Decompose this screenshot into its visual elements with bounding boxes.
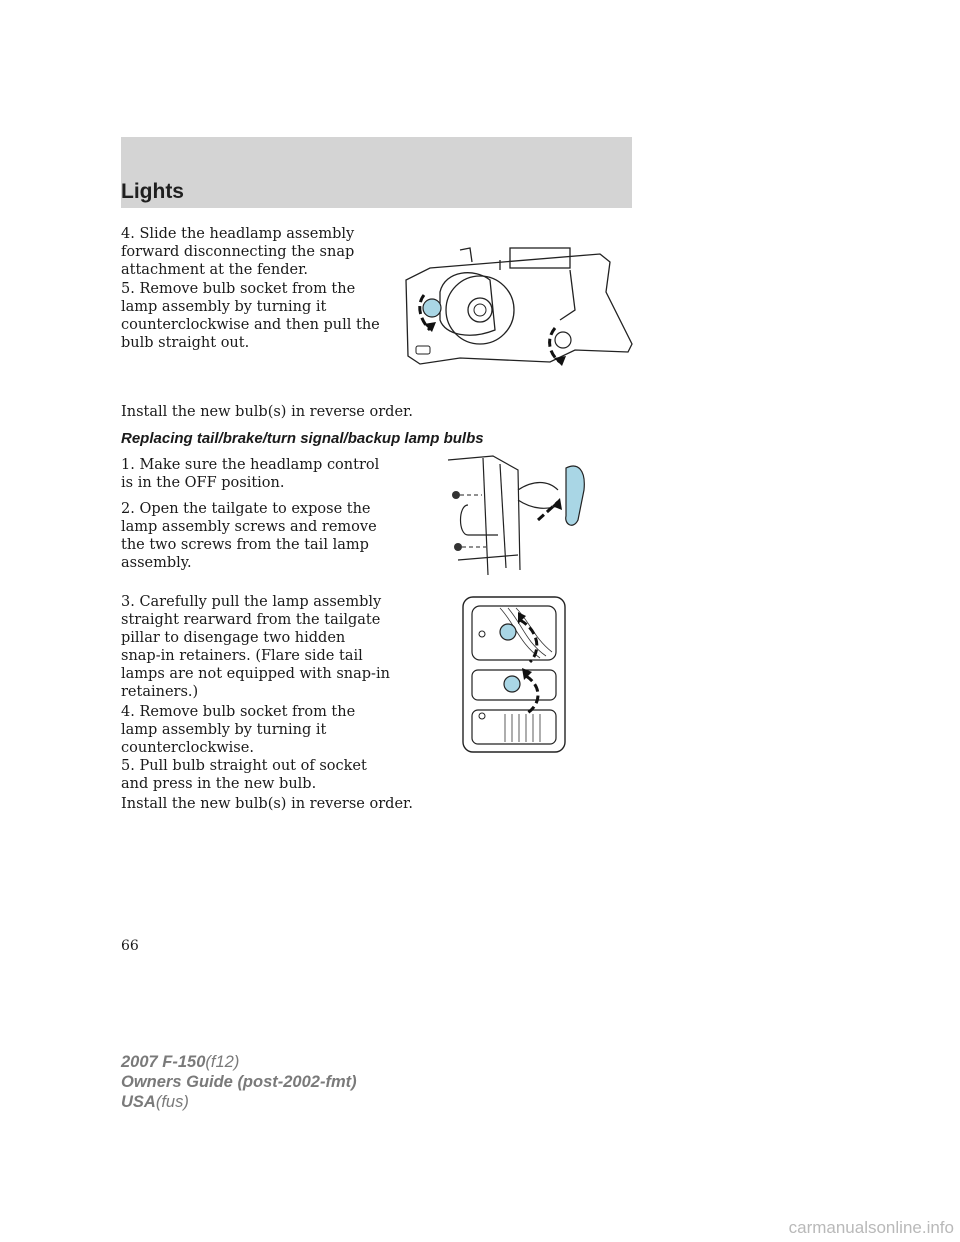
- footer-market-line: [121, 1092, 357, 1112]
- step-5-tail: 5. Pull bulb straight out of socket and press in the new bulb.: [121, 758, 367, 792]
- page-title: Lights: [121, 180, 184, 203]
- tail-lamp-housing: [463, 597, 565, 752]
- step-1-tail: 1. Make sure the headlamp control is in the OFF position.: [121, 457, 380, 491]
- bulb-socket-icon: [504, 676, 520, 692]
- footer-market: USA: [121, 1093, 156, 1111]
- screw-icon: [452, 491, 482, 499]
- tail-lamp-lens-icon: [566, 466, 585, 525]
- step-4-tail: 4. Remove bulb socket from the lamp assembly by turning it counterclockwise.: [121, 704, 356, 756]
- rotate-arrow-icon: [526, 676, 538, 714]
- section-heading-tail-lamp: Replacing tail/brake/turn signal/backup lamp bulbs: [121, 430, 484, 447]
- install-note-1: Install the new bulb(s) in reverse order.: [121, 404, 413, 420]
- watermark: carmanualsonline.info: [788, 1218, 954, 1237]
- step-2-tail: 2. Open the tailgate to expose the lamp assembly screws and remove the two screws from the tail lamp assembly.: [121, 501, 377, 571]
- step-4-headlamp: 4. Slide the headlamp assembly forward disconnecting the snap attachment at the fender.: [121, 226, 355, 278]
- headlamp-assembly-illustration: [400, 240, 635, 370]
- bulb-socket-icon: [500, 624, 516, 640]
- step-5-headlamp: 5. Remove bulb socket from the lamp assembly by turning it counterclockwise and then pull the bulb straight out.: [121, 281, 380, 351]
- footer-market-code: (fus): [155, 1093, 189, 1111]
- rotate-arrow-icon: [520, 620, 537, 662]
- tail-lamp-removal-illustration: [438, 450, 588, 580]
- tail-lamp-bulb-illustration: [460, 594, 570, 756]
- footer: [121, 1052, 357, 1112]
- footer-model-line: [121, 1052, 357, 1072]
- bulb-socket-icon: [423, 299, 441, 317]
- install-note-2: Install the new bulb(s) in reverse order.: [121, 796, 413, 812]
- bulb-socket-icon: [555, 332, 571, 348]
- screw-icon: [454, 543, 486, 551]
- header-band: [121, 137, 632, 208]
- footer-guide: Owners Guide (post-2002-fmt): [121, 1073, 357, 1091]
- footer-model: 2007 F-150: [121, 1053, 206, 1071]
- footer-model-code: (f12): [205, 1053, 240, 1071]
- page-number: 66: [121, 938, 139, 954]
- step-3-tail: 3. Carefully pull the lamp assembly straight rearward from the tailgate pillar to disengage two hidden snap-in retainers. (Flare side tail lamps are not equipped with snap-in retainers.): [121, 594, 390, 700]
- footer-guide-line: [121, 1072, 357, 1092]
